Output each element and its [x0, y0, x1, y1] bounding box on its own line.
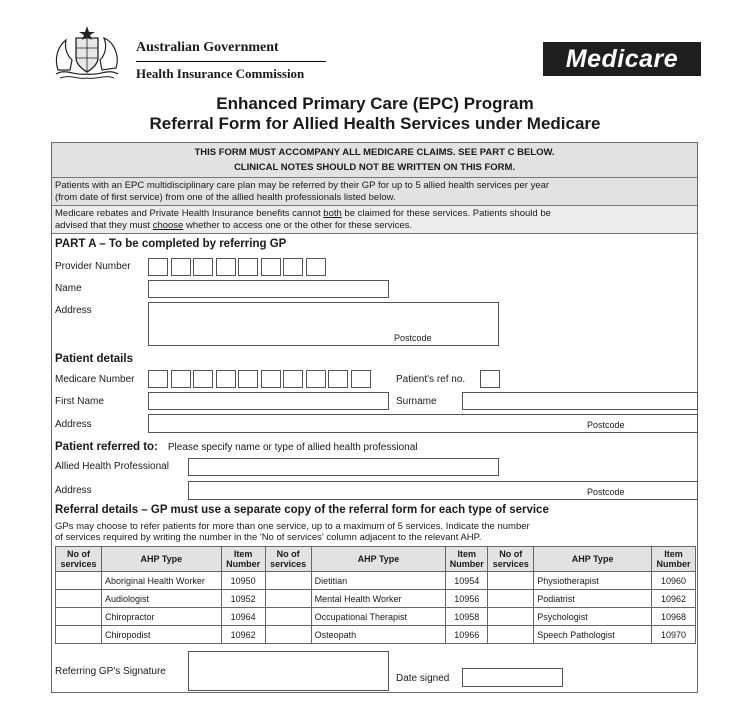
ahp-type-cell: Osteopath [311, 626, 446, 644]
item-number-cell: 10960 [652, 572, 696, 590]
patient-ref-field[interactable] [480, 370, 500, 388]
ahp-type-cell: Occupational Therapist [311, 608, 446, 626]
notice-line-1: THIS FORM MUST ACCOMPANY ALL MEDICARE CLAIMS. SEE PART C BELOW. [194, 147, 555, 158]
gp-name-field[interactable] [148, 280, 389, 298]
header-divider [136, 61, 326, 62]
ahp-type-cell: Physiotherapist [534, 572, 652, 590]
first-name-label: First Name [55, 396, 104, 407]
col-ahp-type: AHP Type [101, 547, 221, 572]
provider-number-digit[interactable] [216, 258, 236, 276]
ahp-address-label: Address [55, 485, 92, 496]
item-number-cell: 10956 [446, 590, 488, 608]
col-no-services: No of services [488, 547, 534, 572]
surname-field[interactable] [462, 392, 698, 410]
col-ahp-type: AHP Type [534, 547, 652, 572]
ahp-type-cell: Speech Pathologist [534, 626, 652, 644]
referral-details-heading: Referral details – GP must use a separate copy of the referral form for each type of service [55, 504, 549, 516]
provider-number-digit[interactable] [148, 258, 168, 276]
item-number-cell: 10958 [446, 608, 488, 626]
provider-number-digit[interactable] [261, 258, 281, 276]
referred-to-heading: Patient referred to: Please specify name or type of allied health professional [55, 441, 418, 453]
medicare-number-digit[interactable] [306, 370, 326, 388]
emphasis-choose: choose [152, 220, 184, 231]
referred-to-hint: Please specify name or type of allied health professional [167, 442, 418, 453]
ahp-type-cell: Audiologist [101, 590, 221, 608]
item-number-cell: 10952 [221, 590, 265, 608]
medicare-number-field [148, 370, 373, 388]
ahp-type-cell: Chiropodist [101, 626, 221, 644]
medicare-logo: Medicare [543, 42, 701, 76]
no-services-input[interactable] [265, 590, 311, 608]
medicare-number-digit[interactable] [171, 370, 191, 388]
no-services-input[interactable] [56, 572, 102, 590]
provider-number-digit[interactable] [306, 258, 326, 276]
referral-note-line-2: of services required by writing the number in the 'No of services' column adjacent to the relevant AHP. [55, 532, 482, 543]
gp-address-field[interactable] [148, 302, 499, 346]
ahp-label: Allied Health Professional [55, 461, 169, 472]
col-item-number: Item Number [221, 547, 265, 572]
medicare-number-digit[interactable] [193, 370, 213, 388]
item-number-cell: 10968 [652, 608, 696, 626]
gp-signature-field[interactable] [188, 651, 389, 691]
table-row [56, 608, 696, 626]
patient-details-heading: Patient details [55, 353, 133, 365]
col-no-services: No of services [265, 547, 311, 572]
item-number-cell: 10962 [652, 590, 696, 608]
provider-number-digit[interactable] [171, 258, 191, 276]
no-services-input[interactable] [265, 608, 311, 626]
col-no-services: No of services [56, 547, 102, 572]
ahp-postcode-label: Postcode [587, 487, 625, 497]
ahp-services-table [55, 546, 696, 644]
patient-address-label: Address [55, 419, 92, 430]
table-row [56, 572, 696, 590]
form-header [40, 14, 710, 92]
first-name-field[interactable] [148, 392, 389, 410]
eligibility-info [52, 178, 697, 206]
emphasis-both: both [323, 208, 342, 219]
rebate-line-2: advised that they must choose whether to access one or the other for these services. [55, 220, 412, 231]
form-title-program: Enhanced Primary Care (EPC) Program [216, 94, 534, 113]
ahp-field[interactable] [188, 458, 499, 476]
patient-postcode-label: Postcode [587, 420, 625, 430]
no-services-input[interactable] [488, 608, 534, 626]
surname-label: Surname [396, 396, 437, 407]
claims-notice [52, 143, 697, 178]
ahp-type-cell: Mental Health Worker [311, 590, 446, 608]
no-services-input[interactable] [488, 626, 534, 644]
government-name: Australian Government [136, 40, 279, 55]
no-services-input[interactable] [56, 626, 102, 644]
table-row [56, 590, 696, 608]
gp-postcode-label: Postcode [394, 333, 432, 343]
no-services-input[interactable] [488, 590, 534, 608]
patient-ref-label: Patient's ref no. [396, 374, 466, 385]
medicare-number-digit[interactable] [216, 370, 236, 388]
gp-signature-label: Referring GP's Signature [55, 666, 166, 677]
table-row [56, 626, 696, 644]
col-ahp-type: AHP Type [311, 547, 446, 572]
no-services-input[interactable] [56, 590, 102, 608]
no-services-input[interactable] [265, 572, 311, 590]
gp-address-label: Address [55, 305, 92, 316]
notice-line-2: CLINICAL NOTES SHOULD NOT BE WRITTEN ON THIS FORM. [233, 162, 516, 173]
rebate-line-1: Medicare rebates and Private Health Insurance benefits cannot both be claimed for these services. Patients should be [55, 208, 551, 219]
medicare-number-digit[interactable] [328, 370, 348, 388]
date-signed-label: Date signed [396, 673, 450, 684]
part-a-heading: PART A – To be completed by referring GP [55, 238, 287, 250]
form-title-referral: Referral Form for Allied Health Services under Medicare [149, 114, 601, 133]
item-number-cell: 10950 [221, 572, 265, 590]
ahp-type-cell: Aboriginal Health Worker [101, 572, 221, 590]
no-services-input[interactable] [265, 626, 311, 644]
no-services-input[interactable] [56, 608, 102, 626]
no-services-input[interactable] [488, 572, 534, 590]
item-number-cell: 10964 [221, 608, 265, 626]
provider-number-label: Provider Number [55, 261, 131, 272]
gp-name-label: Name [55, 283, 82, 294]
item-number-cell: 10954 [446, 572, 488, 590]
eligibility-line-1: Patients with an EPC multidisciplinary care plan may be referred by their GP for up to 5 allied health services per year [55, 180, 550, 191]
table-header-row [56, 547, 696, 572]
medicare-number-digit[interactable] [351, 370, 371, 388]
provider-number-digit[interactable] [283, 258, 303, 276]
item-number-cell: 10966 [446, 626, 488, 644]
ahp-type-cell: Podiatrist [534, 590, 652, 608]
item-number-cell: 10962 [221, 626, 265, 644]
ahp-type-cell: Chiropractor [101, 608, 221, 626]
eligibility-line-2: (from date of first service) from one of the allied health professionals listed below. [55, 192, 396, 203]
rebate-info [52, 206, 697, 234]
medicare-number-digit[interactable] [238, 370, 258, 388]
ahp-type-cell: Psychologist [534, 608, 652, 626]
medicare-number-digit[interactable] [148, 370, 168, 388]
col-item-number: Item Number [446, 547, 488, 572]
medicare-number-digit[interactable] [261, 370, 281, 388]
medicare-number-digit[interactable] [283, 370, 303, 388]
referral-note-line-1: GPs may choose to refer patients for more than one service, up to a maximum of 5 services. Indicate the number [55, 521, 530, 532]
coat-of-arms-icon [52, 24, 122, 82]
referral-form [51, 142, 698, 693]
item-number-cell: 10970 [652, 626, 696, 644]
provider-number-digit[interactable] [193, 258, 213, 276]
ahp-type-cell: Dietitian [311, 572, 446, 590]
provider-number-digit[interactable] [238, 258, 258, 276]
date-signed-field[interactable] [462, 668, 563, 687]
agency-name: Health Insurance Commission [136, 66, 305, 81]
medicare-number-label: Medicare Number [55, 374, 135, 385]
provider-number-field [148, 258, 328, 276]
col-item-number: Item Number [652, 547, 696, 572]
